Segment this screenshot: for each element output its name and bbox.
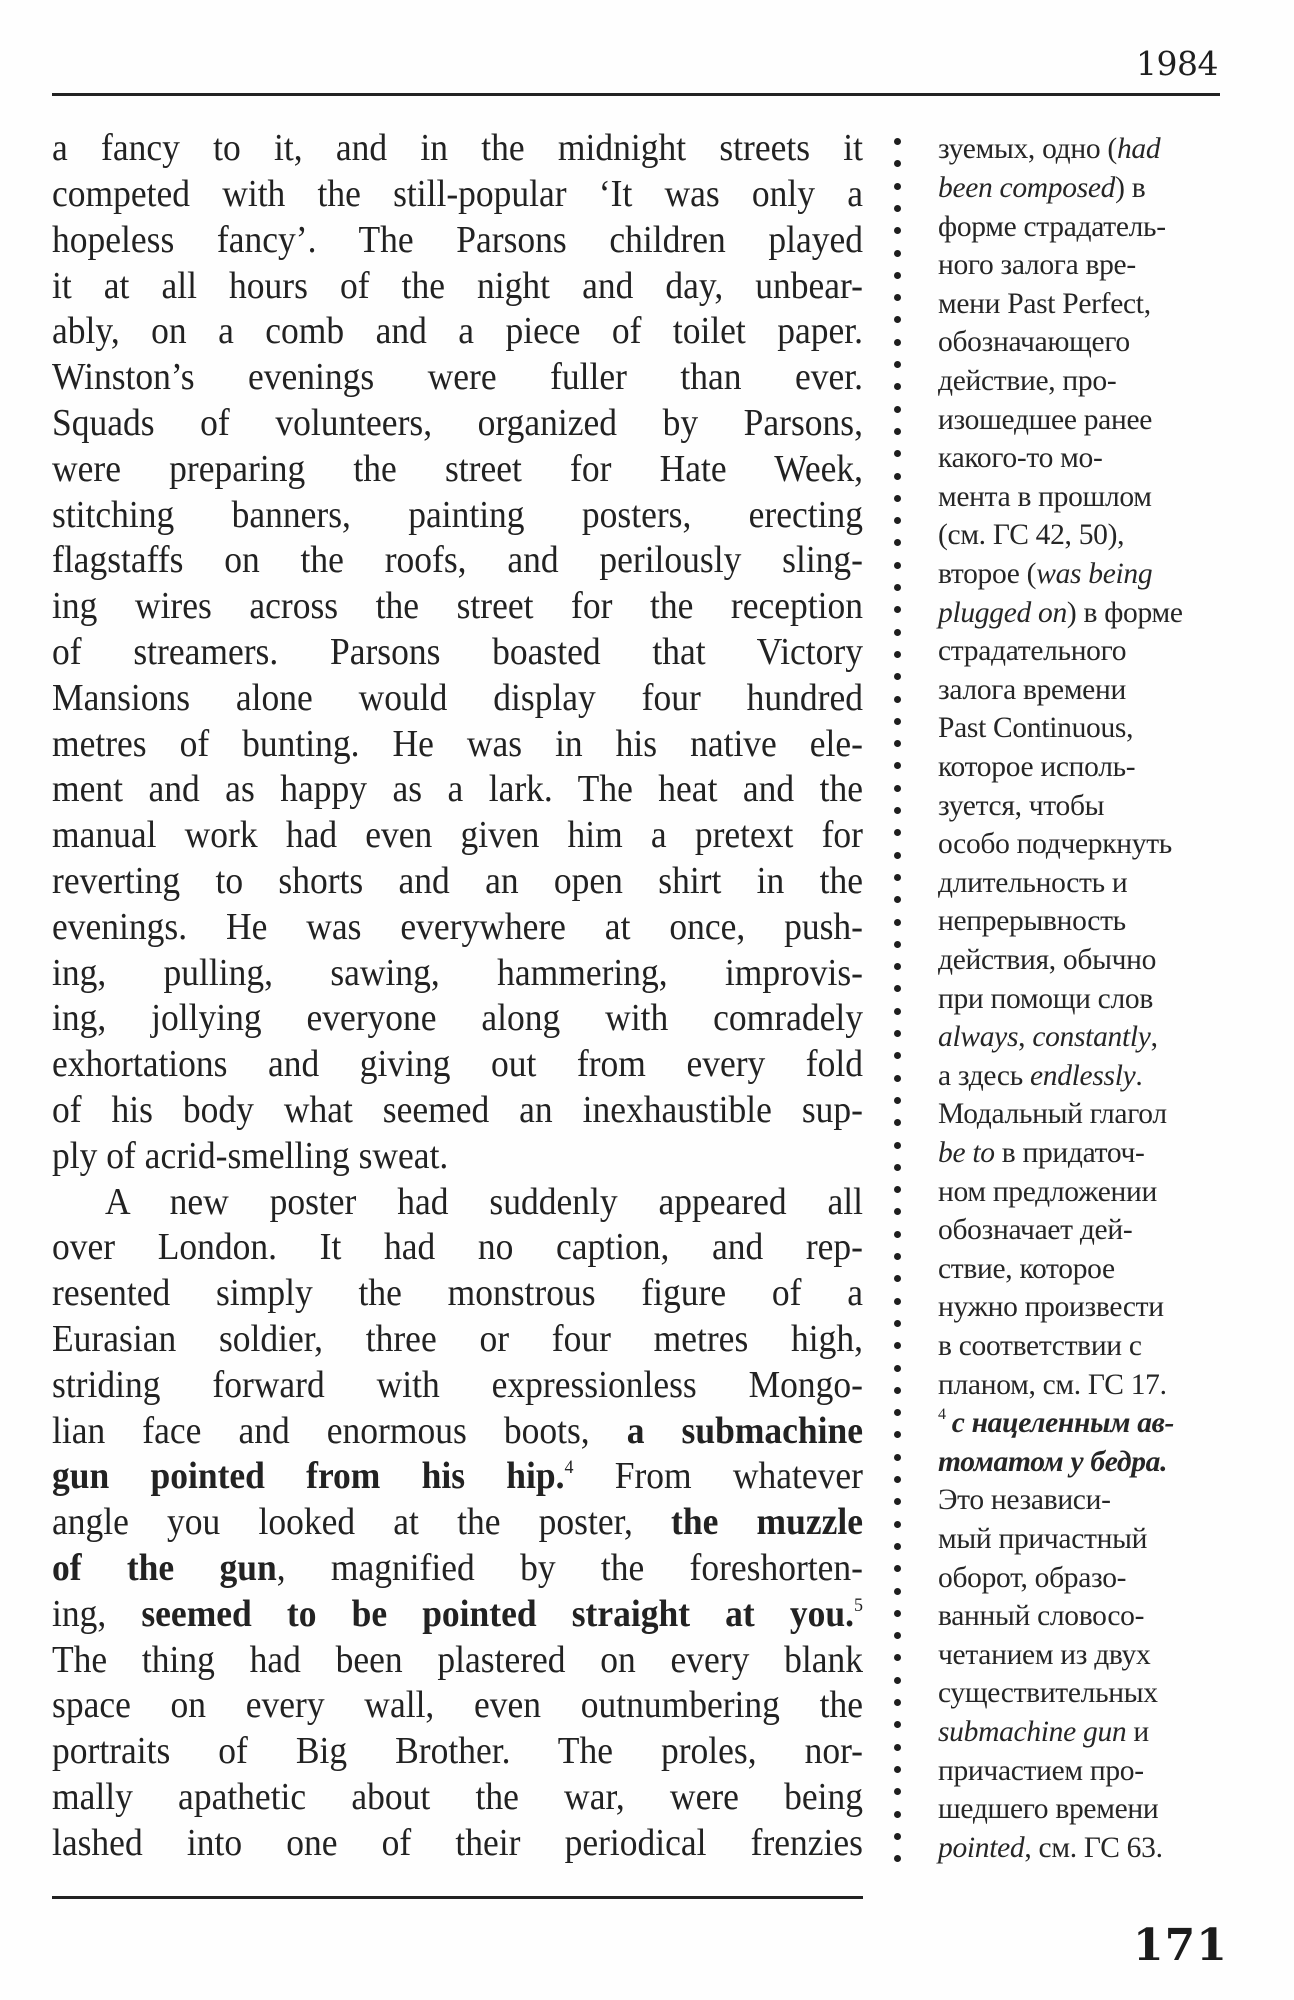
text-run: ment and as happy as a lark. The heat and the [52,766,863,811]
text-run: и [1126,1716,1149,1748]
separator-dot [894,1097,901,1104]
separator-dot [894,807,901,814]
note-line [938,1790,1158,1828]
separator-dot [894,1498,901,1505]
text-run: ing, jollying everyone along with comradely [52,995,863,1040]
text-run: Mansions alone would display four hundred [52,675,863,719]
text-run: ing wires across the street for the reception [52,583,863,627]
bold-italic-run: томатом у бедра. [938,1445,1168,1478]
text-run: действия, обычно [938,944,1157,976]
separator-dot [894,1699,901,1706]
text-run: ) в форме [1066,596,1183,629]
text-run: зуется, чтобы [938,789,1105,822]
text-run: четанием из двух [938,1638,1151,1671]
text-run: hopeless fancy’. The Parsons children played [52,217,863,261]
text-line [52,1496,863,1546]
text-run: форме страдатель- [938,210,1166,243]
text-run: планом, см. ГС 17. [938,1368,1167,1401]
separator-dot [894,205,901,212]
text-line [52,1588,863,1638]
text-run: а здесь [938,1059,1030,1092]
separator-dot [894,1365,901,1372]
text-line [52,260,863,310]
separator-dot [894,1610,901,1617]
separator-dot [894,1766,901,1773]
separator-dot [894,1654,901,1661]
text-line [52,489,863,539]
separator-dot [894,1208,901,1215]
text-run: portraits of Big Brother. The proles, nor- [52,1728,863,1772]
separator-dot [894,1030,901,1037]
bold-run: of the gun [52,1545,277,1589]
separator-dot [894,1454,901,1461]
note-line [938,323,1130,361]
text-line [52,1771,863,1821]
bold-italic-run: с нацеленным ав- [951,1407,1175,1440]
text-line [52,1359,863,1409]
note-line [938,516,1124,554]
text-run: ного залога вре- [938,249,1136,282]
text-line [52,1222,863,1272]
text-run: . [1135,1059,1143,1092]
separator-dot [894,160,901,167]
text-run: A new poster had suddenly appeared all [105,1179,863,1223]
text-run: второе ( [938,558,1037,590]
footnote-marker: 4 [938,1406,946,1424]
separator-dot [894,1387,901,1394]
separator-dot [894,517,901,524]
separator-dot [894,473,901,480]
separator-dot [894,1476,901,1483]
separator-dot [894,1275,901,1282]
separator-dot [894,1119,901,1126]
note-line [938,555,1152,593]
separator-dot [894,1744,901,1751]
bold-run: seemed to be pointed straight at you. [141,1591,854,1635]
separator-dot [894,1142,901,1149]
text-line [52,1130,863,1180]
note-line [938,1057,1142,1095]
text-run: существительных [938,1677,1158,1710]
note-line [938,246,1136,284]
text-run: (см. ГС 42, 50), [938,519,1125,552]
separator-dot [894,250,901,257]
text-run: exhortations and giving out from every fold [52,1041,863,1085]
separator-dot [894,941,901,948]
note-line [938,709,1133,747]
text-run: evenings. He was everywhere at once, push- [52,904,863,948]
separator-dot [894,339,901,346]
separator-dot [894,183,901,190]
note-line [938,208,1166,246]
note-line [938,1018,1158,1056]
note-line [938,169,1145,207]
italic-run: submachine gun [938,1716,1127,1748]
text-line [52,1313,863,1363]
italic-run: constantly [1032,1021,1151,1054]
text-run: manual work had even given him a pretext for [52,812,863,856]
text-line [52,993,863,1043]
separator-dot [894,1008,901,1015]
text-line [52,306,863,356]
text-run: действие, про- [938,365,1117,397]
text-run: of his body what seemed an inexhaustible sup- [52,1087,863,1131]
separator-dot [894,696,901,703]
note-line [938,1752,1144,1790]
text-run: ably, on a comb and a piece of toilet paper. [52,308,863,353]
separator-dot [894,629,901,636]
note-line [938,671,1126,709]
text-run: ply of acrid-smelling sweat. [52,1133,449,1177]
italic-run: plugged on [938,596,1067,629]
note-line [938,1597,1144,1635]
text-line [52,122,863,172]
separator-dot [894,1855,901,1862]
separator-dot [894,1320,901,1327]
text-run: оборот, образо- [938,1561,1127,1594]
separator-dot [894,1052,901,1059]
text-run: непрерывность [938,905,1126,938]
text-line [52,1038,863,1088]
separator-dot [894,1298,901,1305]
bold-run: the muzzle [671,1499,863,1543]
text-run: изошедшее ранее [938,403,1153,436]
separator-dot [894,1543,901,1550]
separator-dot [894,651,901,658]
note-line [938,1173,1157,1211]
footnote-marker: 5 [854,1593,863,1616]
text-line [52,1451,863,1501]
note-line [938,787,1104,825]
text-run: Eurasian soldier, three or four metres high, [52,1316,863,1360]
italic-run: be to [938,1137,995,1169]
note-line [938,632,1126,670]
text-line [52,535,863,585]
text-line [52,947,863,997]
separator-dot [894,562,901,569]
text-line [52,397,863,447]
text-run: обозначающего [938,326,1130,359]
text-run: мени Past Perfect, [938,287,1151,320]
separator-dot [894,138,901,145]
text-run: ) в [1115,172,1146,204]
note-line [938,980,1153,1018]
text-run: , см. ГС 63. [1024,1831,1163,1864]
separator-dot [894,495,901,502]
text-line [52,1817,863,1867]
note-line [938,1636,1150,1674]
note-line [938,1327,1142,1365]
separator-dot [894,1164,901,1171]
note-line [938,941,1156,979]
text-run: особо подчеркнуть [938,828,1172,861]
text-line [52,855,863,905]
text-run: reverting to shorts and an open shirt in the [52,858,863,902]
note-line [938,478,1152,516]
separator-dot [894,428,901,435]
separator-dot [894,1588,901,1595]
separator-dot [894,272,901,279]
text-run: какого-то мо- [938,442,1103,475]
text-run: ствие, которое [938,1252,1115,1285]
text-run: resented simply the monstrous figure of a [52,1270,863,1314]
text-run: шедшего времени [938,1793,1159,1826]
separator-dot [894,1632,901,1639]
text-run: Это независи- [938,1484,1111,1517]
separator-dot [894,985,901,992]
separator-dot [894,584,901,591]
note-line [938,439,1102,477]
text-run: в придаточ- [994,1137,1145,1169]
text-line [52,1267,863,1317]
note-line [938,1829,1163,1867]
text-run: over London. It had no caption, and rep- [52,1224,863,1269]
italic-run: endlessly [1029,1059,1136,1092]
separator-dot [894,852,901,859]
separator-dot [894,1811,901,1818]
text-run: were preparing the street for Hate Week, [52,446,863,490]
text-run: ном предложении [938,1175,1157,1208]
separator-dot [894,316,901,323]
text-run: Past Continuous, [938,712,1134,745]
note-line [938,285,1151,323]
separator-dot [894,1409,901,1416]
text-run: Модальный глагол [938,1098,1167,1131]
separator-dot [894,1721,901,1728]
italic-run: been composed [938,172,1116,204]
separator-dot [894,785,901,792]
text-run: From whatever [573,1453,863,1498]
text-run: мента в прошлом [938,480,1152,513]
text-line [52,764,863,814]
separator-dot [894,1253,901,1260]
note-line [938,864,1127,902]
text-run: нужно произвести [938,1291,1164,1324]
text-line [52,809,863,859]
text-run: Winston’s evenings were fuller than ever. [52,354,863,398]
separator-dot [894,1677,901,1684]
text-line [52,1176,863,1226]
text-line [52,580,863,630]
note-line [938,401,1152,439]
text-line [52,626,863,676]
text-run: competed with the still-popular ‘It was only a [52,171,863,215]
text-run: mally apathetic about the war, were being [52,1774,863,1818]
separator-dot [894,539,901,546]
note-line [938,1674,1158,1712]
note-line [938,1095,1167,1133]
header-rule [52,93,1220,96]
separator-dot [894,294,901,301]
bold-run: gun pointed from his hip. [52,1453,565,1498]
text-line [52,718,863,768]
note-line [938,748,1135,786]
text-run: space on every wall, even outnumbering the [52,1682,863,1727]
running-title: 1984 [1136,44,1218,83]
text-run: Squads of volunteers, organized by Parsons, [52,400,863,444]
text-run: которое исполь- [938,751,1136,783]
italic-run: pointed [938,1831,1025,1864]
separator-dot [894,1565,901,1572]
text-run: залога времени [938,673,1126,706]
note-line [938,362,1116,400]
text-run: , [1018,1021,1033,1054]
separator-dot [894,227,901,234]
text-line [52,672,863,722]
text-run: мый причастный [938,1523,1148,1555]
text-run: metres of bunting. He was in his native ele- [52,721,863,765]
separator-dot [894,383,901,390]
text-run: angle you looked at the poster, [52,1499,672,1543]
italic-run: always [938,1021,1019,1054]
separator-dot [894,1075,901,1082]
text-run: it at all hours of the night and day, unbear- [52,263,863,307]
note-line [938,1559,1126,1597]
text-run: a fancy to it, and in the midnight streets it [52,125,863,169]
note-line [938,1404,1174,1442]
text-run: of streamers. Parsons boasted that Victory [52,629,863,673]
text-run: lashed into one of their periodical frenzies [52,1820,863,1864]
note-line [938,1134,1145,1172]
text-run: страдательного [938,635,1127,668]
separator-dot [894,896,901,903]
text-run: причастием про- [938,1754,1144,1787]
text-run: длительность и [938,866,1128,899]
separator-dot [894,406,901,413]
note-line [938,1211,1132,1249]
text-run: ванный словосо- [938,1600,1145,1633]
separator-dot [894,919,901,926]
separator-dot [894,829,901,836]
text-line [52,443,863,493]
note-line [938,1713,1149,1751]
text-line [52,1634,863,1684]
separator-dot [894,1431,901,1438]
note-line [938,825,1172,863]
note-line [938,1520,1147,1558]
separator-dot [894,450,901,457]
note-line [938,594,1183,632]
text-run: , magnified by the foreshorten- [276,1545,863,1589]
text-run: striding forward with expressionless Mongo- [52,1362,863,1406]
note-line [938,1481,1111,1519]
separator-dot [894,718,901,725]
text-line [52,1405,863,1455]
separator-dot [894,1231,901,1238]
text-line [52,1542,863,1592]
separator-dot [894,963,901,970]
dotted-column-separator [894,0,902,2000]
page-number: 171 [1133,1920,1228,1971]
separator-dot [894,1833,901,1840]
text-line [52,1084,863,1134]
italic-run: was being [1036,558,1153,590]
text-line [52,214,863,264]
text-run: ing, pulling, sawing, hammering, improvis- [52,950,863,994]
text-run: flagstaffs on the roofs, and perilously sling- [52,537,863,582]
text-line [52,168,863,218]
text-run: в соответствии с [938,1330,1142,1362]
separator-dot [894,740,901,747]
text-run: The thing had been plastered on every blank [52,1637,863,1681]
text-run: при помощи слов [938,982,1153,1015]
note-line [938,130,1160,168]
note-line [938,1288,1164,1326]
separator-dot [894,874,901,881]
separator-dot [894,673,901,680]
text-run: обозначает дей- [938,1214,1133,1247]
note-line [938,1443,1167,1481]
separator-dot [894,1788,901,1795]
italic-run: had [1116,133,1161,166]
separator-dot [894,1342,901,1349]
separator-dot [894,361,901,368]
footer-rule [52,1896,863,1899]
text-run: stitching banners, painting posters, erecting [52,492,863,536]
text-run: ing, [52,1591,142,1635]
note-line [938,902,1126,940]
text-run: , [1150,1021,1158,1054]
bold-run: a submachine [626,1408,863,1452]
note-line [938,1250,1115,1288]
text-run: зуемых, одно ( [938,133,1117,166]
text-line [52,351,863,401]
text-line [52,901,863,951]
separator-dot [894,606,901,613]
footnote-marker: 4 [564,1456,574,1478]
text-line [52,1725,863,1775]
note-line [938,1366,1167,1404]
separator-dot [894,1521,901,1528]
text-line [52,1680,863,1730]
text-run: lian face and enormous boots, [52,1408,627,1452]
separator-dot [894,1186,901,1193]
separator-dot [894,762,901,769]
